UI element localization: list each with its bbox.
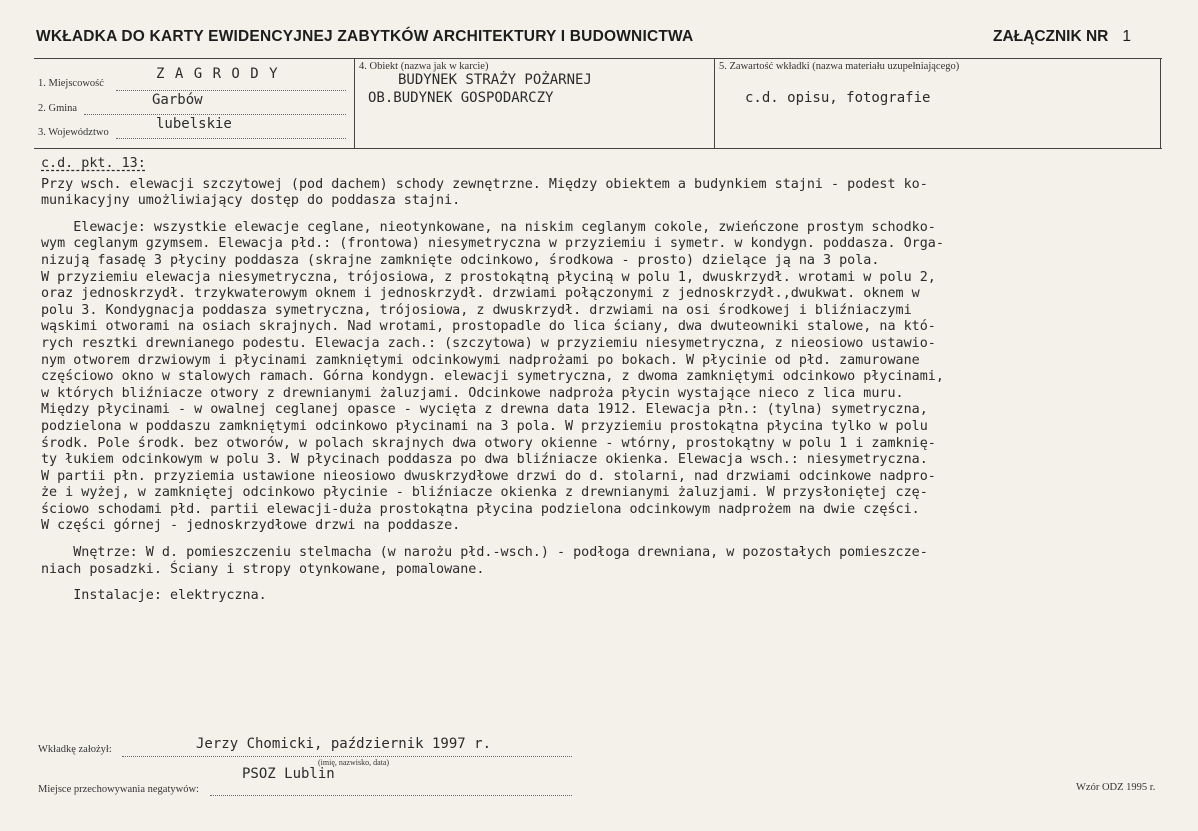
paragraph-line: rych resztki drewnianego podestu. Elewacja zach.: (szczytowa) w przyziemiu niesymetryczna, z nieosiowo ustawio- [41,335,936,351]
attachment-label: ZAŁĄCZNIK NR [993,28,1109,45]
section-heading: c.d. pkt. 13: [41,156,146,171]
paragraph-line: nym otworem drzwiowym i płycinami zamkniętymi odcinkowymi nadprożami po bokach. W płycinie od płd. zamurowane [41,352,920,368]
author-value: Jerzy Chomicki, październik 1997 r. [196,736,492,752]
storage-label: Miejsce przechowywania negatywów: [38,784,199,795]
form-version: Wzór ODZ 1995 r. [1076,782,1156,793]
paragraph-line: W części górnej - jednoskrzydłowe drzwi na poddasze. [41,518,461,534]
author-note: (imię, nazwisko, data) [318,758,390,767]
field-commune-label: 2. Gmina [38,103,78,114]
field-province-dots [116,138,346,139]
attachment-number [993,28,1131,46]
paragraph-line: wym ceglanym gzymsem. Elewacja płd.: (frontowa) niesymetryczna w przyziemiu i symetr. w kondygn. poddasza. Orga- [41,236,944,252]
paragraph-line: Instalacje: elektryczna. [41,588,267,604]
paragraph-line: w których bliźniacze otwory z drewnianymi żaluzjami. Odcinkowe nadproża płycin wystające nieco z lica muru. [41,385,904,401]
description-body [41,156,1161,605]
form-divider-1 [354,58,355,148]
paragraph-line: W partii płn. przyziemia ustawione nieosiowo dwuskrzydłowe drzwi do d. stolarni, nad drzwiami odcinkowe nadpro- [41,468,936,484]
attachment-number-value: 1 [1122,28,1131,45]
field-place-value: Z A G R O D Y [156,66,279,82]
paragraph-line: Elewacje: wszystkie elewacje ceglane, nieotynkowane, na niskim ceglanym cokole, zwieńczone prostym schodko- [41,219,936,235]
storage-dots [210,795,572,796]
form-bottom-border [34,148,1162,149]
paragraph-line: Przy wsch. elewacji szczytowej (pod dachem) schody zewnętrzne. Między obiektem a budynkiem stajni - podest ko- [41,176,928,192]
paragraph-line: Między płycinami - w owalnej ceglanej opasce - wycięta z drewna data 1912. Elewacja płn.: (tylna) symetryczna, [41,402,928,418]
field-province-value: lubelskie [156,116,232,132]
paragraph-line: niach posadzki. Ściany i stropy otynkowane, pomalowane. [41,561,485,577]
paragraph-line: ty łukiem odcinkowym w polu 3. W płycinach poddasza po dwa bliźniacze okienka. Elewacja wsch.: niesymetryczna. [41,452,928,468]
field-commune-value: Garbów [152,92,203,108]
storage-value: PSOZ Lublin [242,766,335,782]
field-province-label: 3. Województwo [38,127,109,138]
form-title: WKŁADKA DO KARTY EWIDENCYJNEJ ZABYTKÓW ARCHITEKTURY I BUDOWNICTWA [36,28,694,45]
paragraph-line: że i wyżej, w zamkniętej odcinkowo płycinie - bliźniacze okienka z drewnianymi żaluzjami. W przysłoniętej czę- [41,485,928,501]
field-commune-dots [84,114,346,115]
field-place-label: 1. Miejscowość [38,78,104,89]
field-place-dots [116,90,346,91]
form-top-border [34,58,1162,59]
paragraph-line: środk. Pole środk. bez otworów, w polach skrajnych dwa otwory okienne - wtórny, prostokątny w polu 1 i zamknię- [41,435,936,451]
paragraph-line: częściowo okno w stalowych ramach. Górna kondygn. elewacji symetryczna, z dwoma zamkniętymi odcinkowo płycinami, [41,369,944,385]
field-object-line2: OB.BUDYNEK GOSPODARCZY [368,90,554,106]
paragraph-line: podzielona w poddaszu zamkniętymi odcinkowo płycinami na 3 pola. W przyziemiu prostokątna płycina tylko w polu [41,418,928,434]
field-contents-label: 5. Zawartość wkładki (nazwa materiału uzupełniającego) [719,61,960,72]
author-label: Wkładkę założył: [38,744,112,755]
field-object-line1: BUDYNEK STRAŻY POŻARNEJ [398,72,592,88]
form-right-border [1160,58,1161,148]
paragraph-line: nizują fasadę 3 płyciny poddasza (skrajne zamknięte odcinkowo, środkowa - prosto) dzielące ją na 3 pola. [41,252,880,268]
paragraph-line: ściowo schodami płd. partii elewacji-duża prostokątna płycina podzielona odcinkowym nadprożem na dwie części. [41,501,920,517]
form-divider-2 [714,58,715,148]
paragraph-line: polu 3. Kondygnacja poddasza symetryczna, trójosiowa, z dwuskrzydł. drzwiami na osi środkowej i bliźniaczymi [41,302,912,318]
paragraph-line: W przyziemiu elewacja niesymetryczna, trójosiowa, z prostokątną płyciną w polu 1, dwuskrzydł. wrotami w polu 2, [41,269,936,285]
paragraph-line: Wnętrze: W d. pomieszczeniu stelmacha (w narożu płd.-wsch.) - podłoga drewniana, w pozostałych pomieszcze- [41,545,928,561]
author-dots [122,756,572,757]
paragraph-line: munikacyjny umożliwiający dostęp do poddasza stajni. [41,193,461,209]
paragraph-line: wąskimi otworami na osiach skrajnych. Nad wrotami, prostopadle do lica ściany, dwa dwuteowniki stalowe, na któ- [41,319,936,335]
field-contents-value: c.d. opisu, fotografie [745,90,931,106]
field-object-label: 4. Obiekt (nazwa jak w karcie) [359,61,489,72]
paragraph-line: oraz jednoskrzydł. trzykwaterowym oknem i jednoskrzydł. drzwiami połączonymi z jednoskrzydł.,dwukwat. oknem w [41,286,920,302]
